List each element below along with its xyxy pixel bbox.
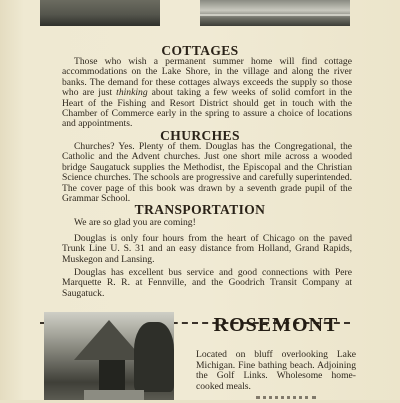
churches-paragraph	[62, 142, 352, 204]
rosemont-photo	[44, 312, 174, 400]
churches-text: Churches? Yes. Plenty of them. Douglas has the Congregational, the Catholic and the Advent churches. Just one short mile across a wooded bridge Saugatuck supplies the Methodist, the Episcopal and the Christian Science churches. The schools are progressive and carefully superintended. The cover page of this book was drawn by a seventh grade pupil of the Grammar School.	[62, 141, 352, 205]
photo-detail	[200, 14, 350, 16]
cottages-paragraph	[62, 57, 352, 130]
rosemont-title: ROSEMONT	[213, 314, 339, 336]
transportation-heading: TRANSPORTATION	[134, 202, 266, 217]
transportation-paragraph-1: We are so glad you are coming!	[74, 217, 196, 228]
cottages-text-part2: about taking a few weeks of solid comfort in the Heart of the Fishing and Resort District should get in touch with the Chamber of Commerce early in the spring to assure a choice of locations and appointments.	[62, 87, 352, 130]
transportation-paragraph-3: Douglas has excellent bus service and good connections with Pere Marquette R. R. at Fennville, and the Goodrich Transit Company at Saugatuck.	[62, 267, 352, 299]
photo-image	[200, 0, 350, 26]
cottages-heading: COTTAGES	[161, 43, 239, 58]
churches-heading: CHURCHES	[160, 128, 240, 143]
rosemont-description: Located on bluff overlooking Lake Michigan. Fine bathing beach. Adjoining the Golf Links. Wholesome home-cooked meals.	[196, 349, 356, 392]
photo-image	[40, 0, 160, 26]
top-left-photo	[40, 0, 160, 26]
transportation-paragraph-2: Douglas is only four hours from the heart of Chicago on the paved Trunk Line U. S. 31 and an easy distance from Holland, Grand Rapids, Muskegon and Lansing.	[62, 233, 352, 265]
cottages-emphasis: thinking	[116, 87, 148, 99]
photo-tree	[134, 322, 174, 392]
photo-steps	[84, 390, 144, 400]
cottages-text-part1: Those who wish a permanent summer home will find cottage accommodations on the Lake Shore, in the village and along the river banks. The demand for these cottages always exceeds the supply so those who are just	[62, 56, 352, 99]
top-right-photo	[200, 0, 350, 26]
